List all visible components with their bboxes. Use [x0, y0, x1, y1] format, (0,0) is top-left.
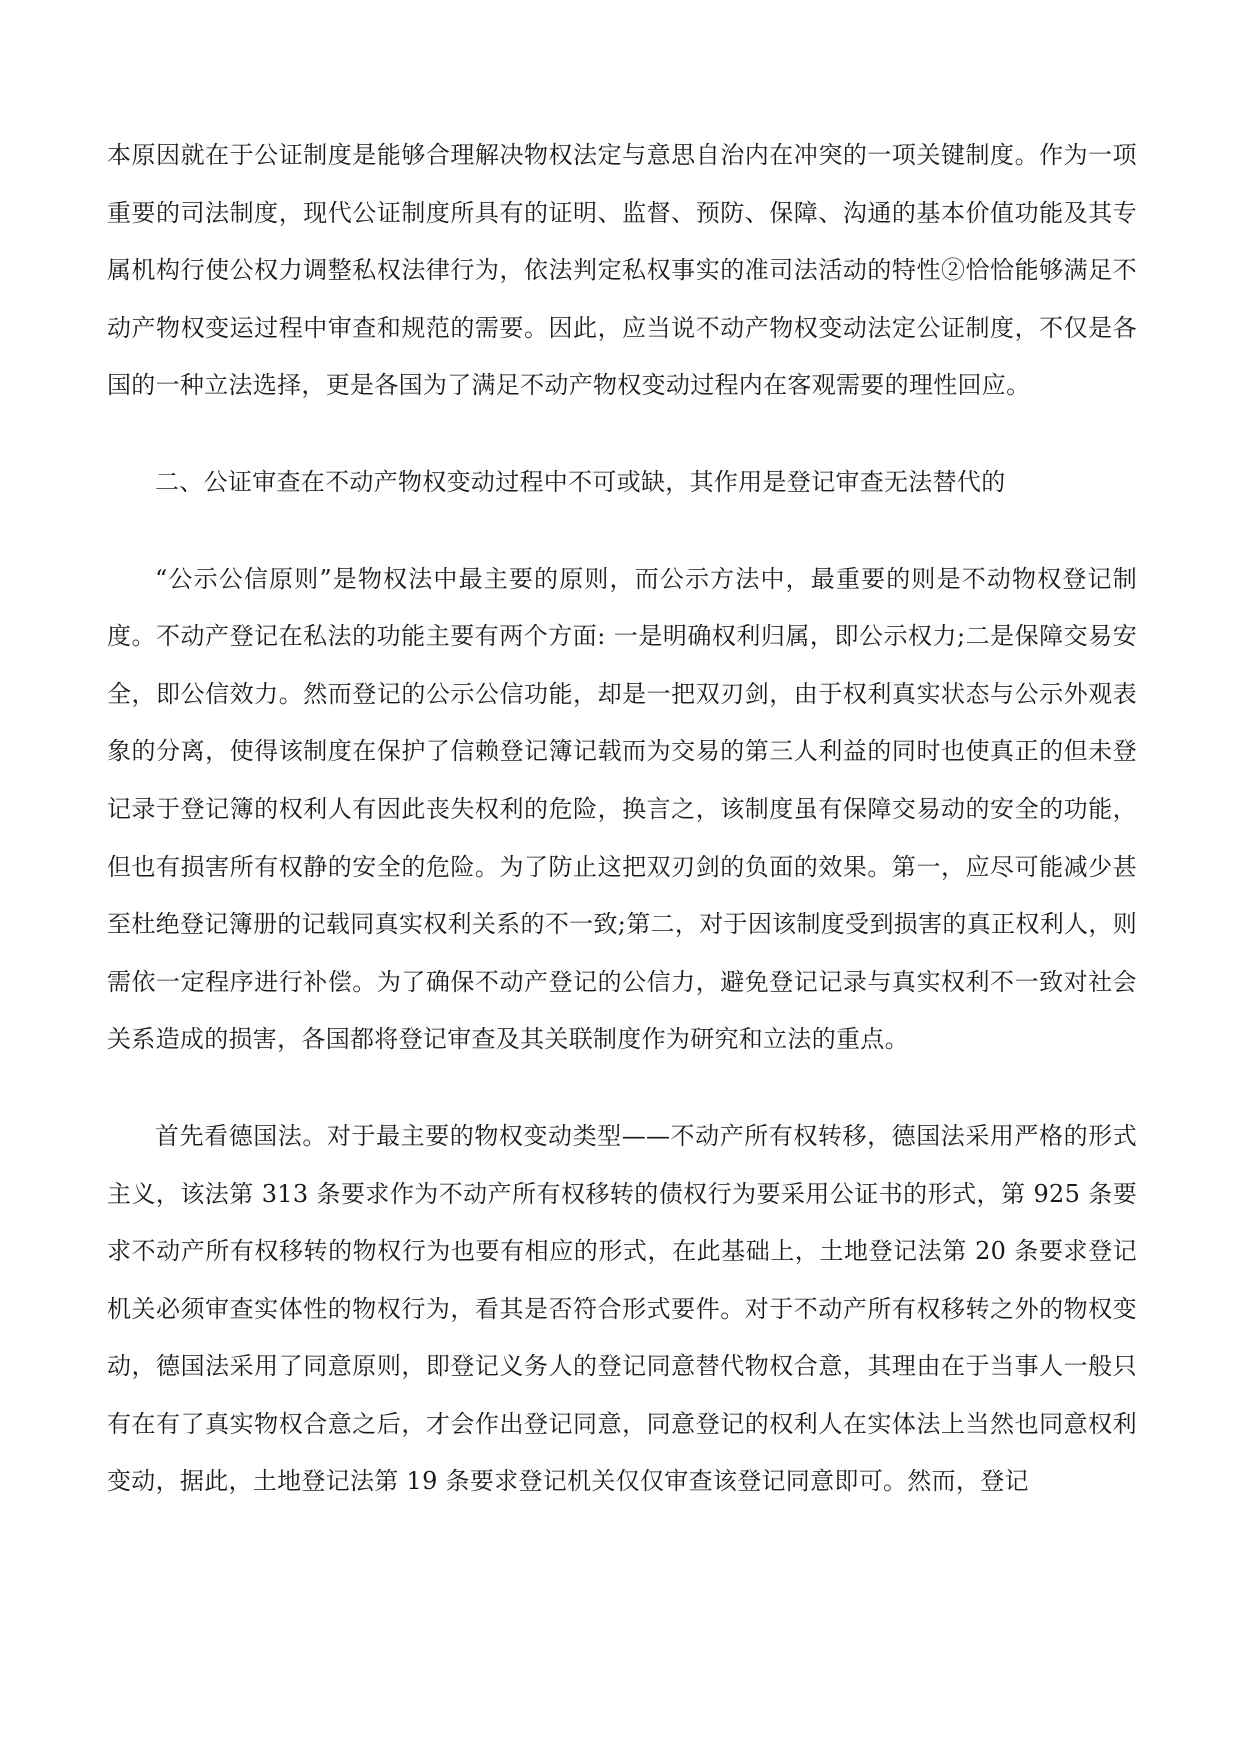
paragraph-german-law: 首先看德国法。对于最主要的物权变动类型——不动产所有权转移，德国法采用严格的形式主义，该法第 313 条要求作为不动产所有权移转的债权行为要采用公证书的形式，第 925 条要求不动产所有权移转的物权行为也要有相应的形式，在此基础上，土地登记法第 20 条要求登记机关必须审查实体性的物权行为，看其是否符合形式要件。对于不动产所有权移转之外的物权变动，德国法采用了同意原则，即登记义务人的登记同意替代物权合意，其理由在于当事人一般只有在有了真实物权合意之后，才会作出登记同意，同意登记的权利人在实体法上当然也同意权利变动，据此，土地登记法第 19 条要求登记机关仅仅审查该登记同意即可。然而，登记 [107, 1121, 1137, 1496]
section-heading-notary-review: 二、公证审查在不动产物权变动过程中不可或缺，其作用是登记审查无法替代的 [155, 467, 1006, 496]
paragraph-notary-system-rationale: 本原因就在于公证制度是能够合理解决物权法定与意思自治内在冲突的一项关键制度。作为一项重要的司法制度，现代公证制度所具有的证明、监督、预防、保障、沟通的基本价值功能及其专属机构行使公权力调整私权法律行为，依法判定私权事实的准司法活动的特性②恰恰能够满足不动产物权变运过程中审查和规范的需要。因此，应当说不动产物权变动法定公证制度，不仅是各国的一种立法选择，更是各国为了满足不动产物权变动过程内在客观需要的理性回应。 [107, 141, 1137, 400]
paragraph-publicity-principle: “公示公信原则”是物权法中最主要的原则，而公示方法中，最重要的则是不动物权登记制度。不动产登记在私法的功能主要有两个方面: 一是明确权利归属，即公示权力;二是保障交易安全，即公信效力。然而登记的公示公信功能，却是一把双刃剑，由于权利真实状态与公示外观表象的分离，使得该制度在保护了信赖登记簿记载而为交易的第三人利益的同时也使真正的但未登记录于登记簿的权利人有因此丧失权利的危险，换言之，该制度虽有保障交易动的安全的功能，但也有损害所有权静的安全的危险。为了防止这把双刃剑的负面的效果。第一，应尽可能减少甚至杜绝登记簿册的记载同真实权利关系的不一致;第二，对于因该制度受到损害的真正权利人，则需依一定程序进行补偿。为了确保不动产登记的公信力，避免登记记录与真实权利不一致对社会关系造成的损害，各国都将登记审查及其关联制度作为研究和立法的重点。 [107, 564, 1137, 1054]
document-body [107, 127, 1137, 1511]
